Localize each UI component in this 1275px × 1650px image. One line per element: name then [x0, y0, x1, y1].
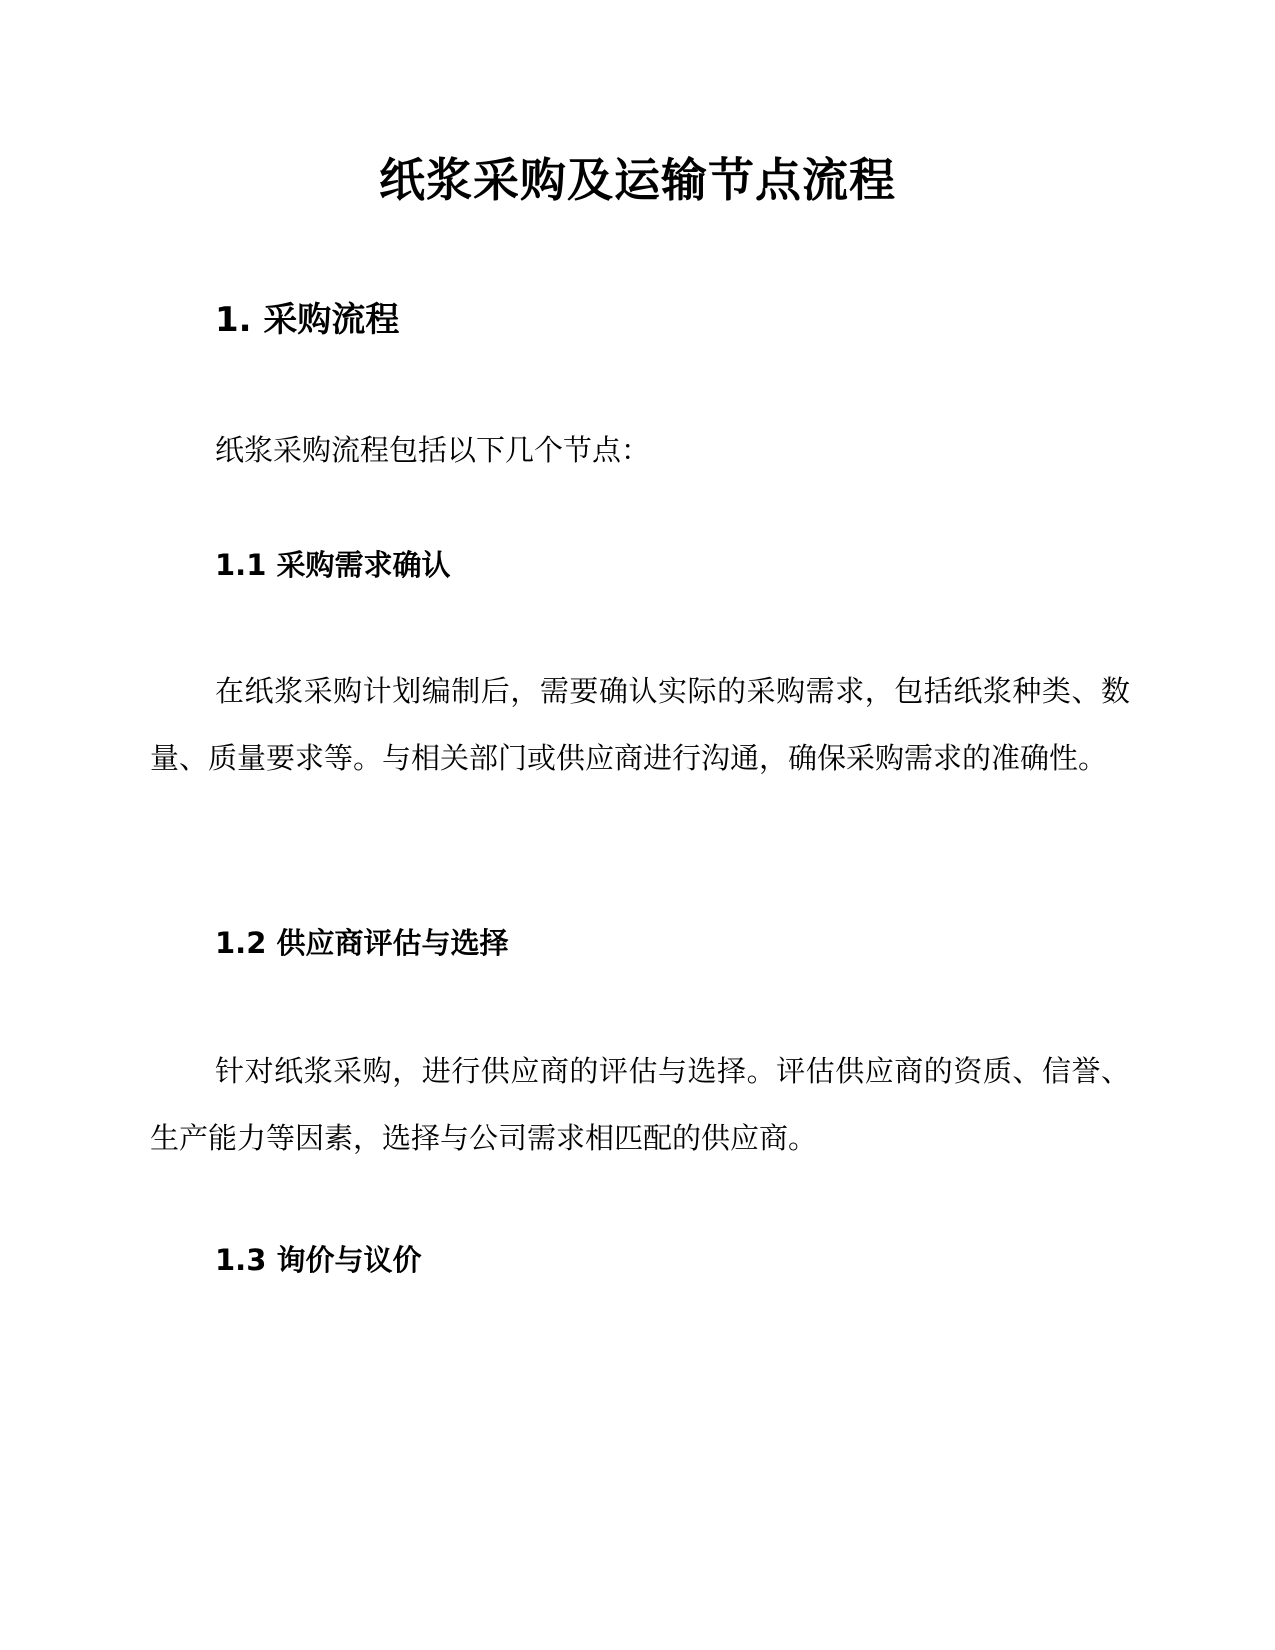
- subsection-heading-supplier-evaluation: 1.2 供应商评估与选择: [215, 926, 509, 960]
- section-heading-procurement: 1. 采购流程: [215, 300, 400, 340]
- document-title: 纸浆采购及运输节点流程: [379, 153, 896, 207]
- subsection-body-demand-confirmation: 在纸浆采购计划编制后，需要确认实际的采购需求，包括纸浆种类、数量、质量要求等。与相关部门或供应商进行沟通，确保采购需求的准确性。: [150, 674, 1130, 775]
- subsection-heading-demand-confirmation: 1.1 采购需求确认: [215, 548, 451, 582]
- subsection-body-supplier-evaluation: 针对纸浆采购，进行供应商的评估与选择。评估供应商的资质、信誉、生产能力等因素，选择与公司需求相匹配的供应商。: [150, 1054, 1130, 1155]
- section-intro: 纸浆采购流程包括以下几个节点：: [215, 433, 651, 467]
- subsection-heading-inquiry-negotiation: 1.3 询价与议价: [215, 1243, 422, 1277]
